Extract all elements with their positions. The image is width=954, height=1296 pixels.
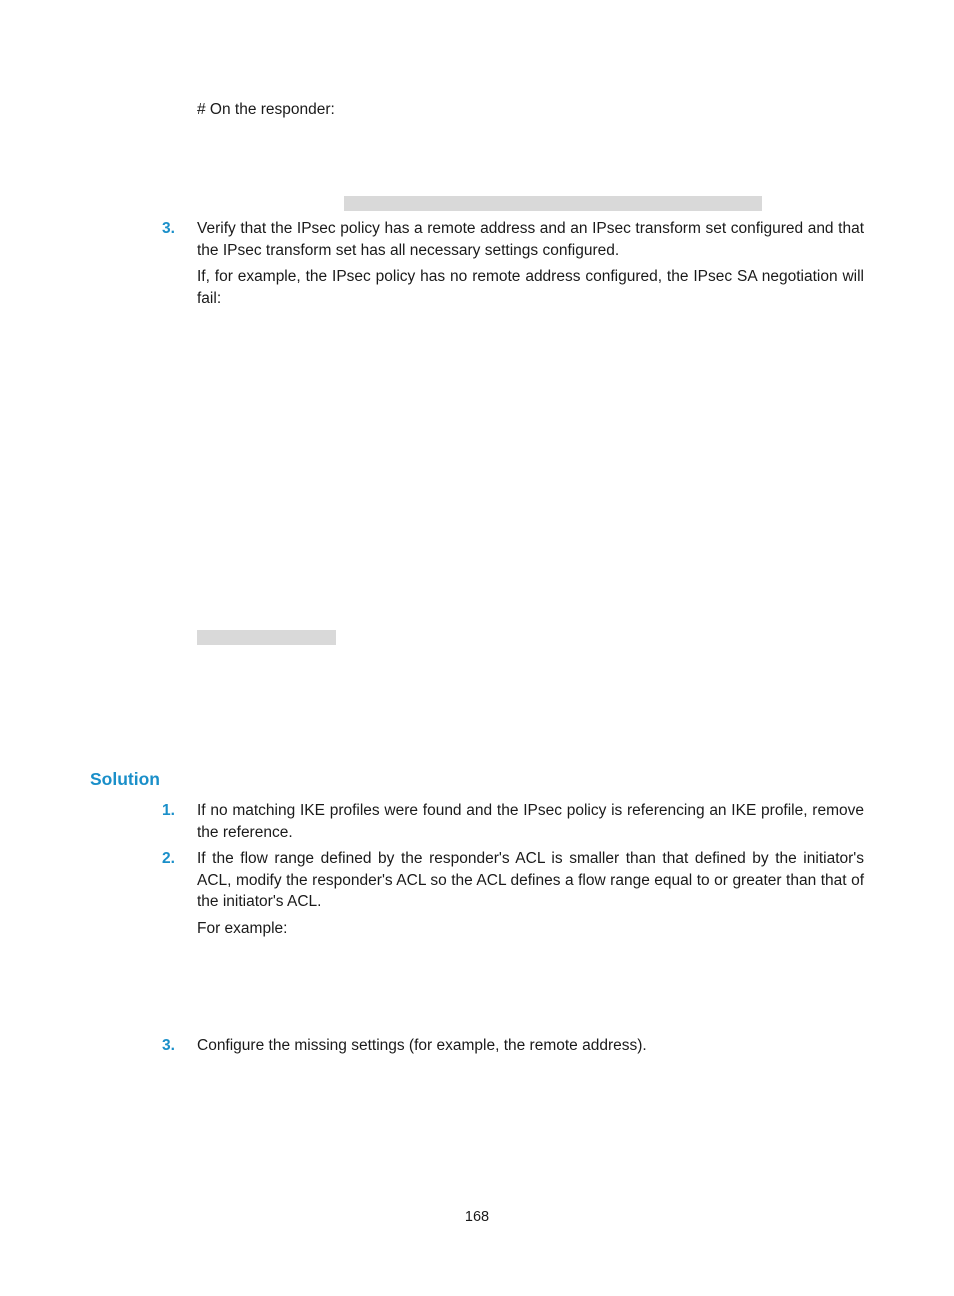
- step-number: 3.: [162, 220, 175, 237]
- step-example-text: For example:: [197, 920, 288, 937]
- page-number: 168: [464, 1209, 490, 1225]
- step-text: Verify that the IPsec policy has a remote address and an IPsec transform set configured and that the IPsec transform set has all necessary settings configured.: [197, 220, 864, 259]
- step-number: 1.: [162, 802, 175, 819]
- step-example-text: If, for example, the IPsec policy has no remote address configured, the IPsec SA negotiation will fail:: [197, 268, 864, 307]
- section-heading: Solution: [90, 769, 160, 789]
- step-number: 3.: [162, 1037, 175, 1054]
- code-highlight-bar: [197, 630, 336, 645]
- code-highlight-bar: [344, 196, 762, 211]
- responder-note: # On the responder:: [197, 101, 335, 118]
- step-text: If no matching IKE profiles were found and the IPsec policy is referencing an IKE profile, remove the reference.: [197, 802, 864, 841]
- step-number: 2.: [162, 850, 175, 867]
- step-text: Configure the missing settings (for example, the remote address).: [197, 1037, 647, 1054]
- step-text: If the flow range defined by the responder's ACL is smaller than that defined by the initiator's ACL, modify the responder's ACL so the ACL defines a flow range equal to or greater than that of the initiator's ACL.: [197, 850, 864, 910]
